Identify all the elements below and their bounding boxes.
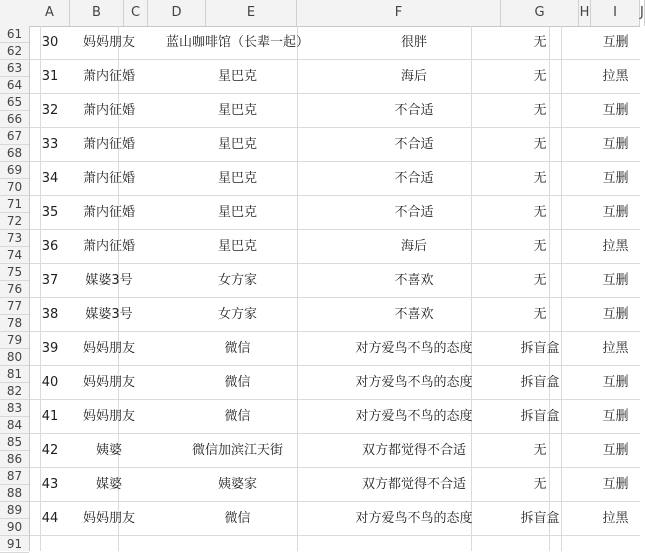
row-header[interactable]: 77	[0, 298, 29, 315]
cell-result[interactable]: 互删	[602, 409, 629, 424]
cell-reason[interactable]: 不合适	[394, 205, 434, 220]
cell-result[interactable]: 互删	[602, 171, 629, 186]
row-header[interactable]: 66	[0, 111, 29, 128]
cell-venue[interactable]: 蓝山咖啡馆（长辈一起）	[165, 35, 309, 50]
column-header-f[interactable]: F	[297, 0, 501, 26]
cell-reason[interactable]: 对方爱鸟不鸟的态度	[355, 341, 473, 356]
cell-reason[interactable]: 双方都觉得不合适	[361, 477, 466, 492]
table-row	[30, 162, 640, 196]
row-header[interactable]: 82	[0, 383, 29, 400]
cell-source[interactable]: 媒婆3号	[85, 273, 133, 288]
row-header[interactable]: 91	[0, 536, 29, 553]
cell-venue[interactable]: 星巴克	[217, 205, 257, 220]
cell-id[interactable]: 44	[41, 511, 59, 526]
cell-result[interactable]: 互删	[602, 307, 629, 322]
row-header[interactable]: 63	[0, 60, 29, 77]
row-header[interactable]: 69	[0, 162, 29, 179]
row-header[interactable]: 85	[0, 434, 29, 451]
row-header[interactable]: 61	[0, 26, 29, 43]
cell-id[interactable]: 40	[41, 375, 59, 390]
cell-venue[interactable]: 微信	[224, 341, 251, 356]
cell-venue[interactable]: 姨婆家	[217, 477, 257, 492]
table-row	[30, 60, 640, 94]
table-row	[30, 128, 640, 162]
row-header-column	[0, 26, 30, 551]
cell-result[interactable]: 拉黑	[602, 239, 629, 254]
table-row	[30, 434, 640, 468]
cell-extra[interactable]: 拆盲盒	[520, 375, 560, 390]
cell-reason[interactable]: 海后	[400, 239, 427, 254]
column-header-e[interactable]: E	[206, 0, 297, 26]
cell-extra[interactable]: 拆盲盒	[520, 341, 560, 356]
cell-source[interactable]: 妈妈朋友	[82, 409, 135, 424]
row-header[interactable]: 72	[0, 213, 29, 230]
row-header[interactable]: 65	[0, 94, 29, 111]
cell-result[interactable]: 拉黑	[602, 511, 629, 526]
cell-result[interactable]: 互删	[602, 205, 629, 220]
cell-reason[interactable]: 对方爱鸟不鸟的态度	[355, 375, 473, 390]
cell-id[interactable]: 43	[41, 477, 59, 492]
cell-result[interactable]: 互删	[602, 35, 629, 50]
row-header[interactable]: 84	[0, 417, 29, 434]
cell-extra[interactable]: 无	[533, 137, 547, 152]
row-header[interactable]: 87	[0, 468, 29, 485]
cell-source[interactable]: 媒婆	[95, 477, 122, 492]
table-row	[30, 264, 640, 298]
cell-venue[interactable]: 女方家	[217, 307, 257, 322]
cell-grid	[30, 26, 640, 551]
cell-source[interactable]: 妈妈朋友	[82, 511, 135, 526]
cell-reason[interactable]: 不喜欢	[394, 273, 434, 288]
cell-source[interactable]: 妈妈朋友	[82, 35, 135, 50]
cell-venue[interactable]: 微信	[224, 409, 251, 424]
cell-id[interactable]: 33	[41, 137, 59, 152]
row-header[interactable]: 74	[0, 247, 29, 264]
cell-extra[interactable]: 无	[533, 35, 547, 50]
cell-source[interactable]: 萧内征婚	[82, 205, 135, 220]
column-header-b[interactable]: B	[70, 0, 124, 26]
table-row	[30, 230, 640, 264]
cell-source[interactable]: 萧内征婚	[82, 171, 135, 186]
cell-id[interactable]: 38	[41, 307, 59, 322]
cell-id[interactable]: 36	[41, 239, 59, 254]
cell-venue[interactable]: 微信	[224, 375, 251, 390]
cell-id[interactable]: 35	[41, 205, 59, 220]
row-header[interactable]: 75	[0, 264, 29, 281]
cell-id[interactable]: 39	[41, 341, 59, 356]
cell-source[interactable]: 萧内征婚	[82, 103, 135, 118]
column-header-h[interactable]: H	[579, 0, 591, 26]
row-header[interactable]: 89	[0, 502, 29, 519]
cell-id[interactable]: 32	[41, 103, 59, 118]
cell-reason[interactable]: 对方爱鸟不鸟的态度	[355, 511, 473, 526]
row-header[interactable]: 80	[0, 349, 29, 366]
column-header-c[interactable]: C	[124, 0, 148, 26]
row-header[interactable]: 76	[0, 281, 29, 298]
cell-reason[interactable]: 很胖	[400, 35, 427, 50]
cell-source[interactable]: 媒婆3号	[85, 307, 133, 322]
row-header[interactable]: 81	[0, 366, 29, 383]
cell-id[interactable]: 31	[41, 69, 59, 84]
column-header-j[interactable]: J	[640, 0, 645, 26]
cell-extra[interactable]: 无	[533, 103, 547, 118]
cell-extra[interactable]: 无	[533, 239, 547, 254]
row-header[interactable]: 83	[0, 400, 29, 417]
table-row	[30, 196, 640, 230]
row-header[interactable]: 90	[0, 519, 29, 536]
cell-extra[interactable]: 无	[533, 171, 547, 186]
table-row	[30, 468, 640, 502]
cell-extra[interactable]: 无	[533, 443, 547, 458]
table-row	[30, 94, 640, 128]
cell-reason[interactable]: 海后	[400, 69, 427, 84]
cell-venue[interactable]: 星巴克	[217, 137, 257, 152]
cell-extra[interactable]: 无	[533, 273, 547, 288]
column-header-a[interactable]: A	[30, 0, 70, 26]
cell-id[interactable]: 42	[41, 443, 59, 458]
cell-id[interactable]: 34	[41, 171, 59, 186]
cell-source[interactable]: 姨婆	[95, 443, 122, 458]
table-row	[30, 298, 640, 332]
row-header[interactable]: 71	[0, 196, 29, 213]
row-header[interactable]: 68	[0, 145, 29, 162]
column-header-i[interactable]: I	[591, 0, 640, 26]
cell-extra[interactable]: 无	[533, 307, 547, 322]
cell-venue[interactable]: 微信	[224, 511, 251, 526]
column-header-g[interactable]: G	[501, 0, 579, 26]
cell-extra[interactable]: 无	[533, 69, 547, 84]
cell-id[interactable]: 37	[41, 273, 59, 288]
cell-result[interactable]: 互删	[602, 103, 629, 118]
cell-venue[interactable]: 女方家	[217, 273, 257, 288]
table-row	[30, 502, 640, 536]
cell-source[interactable]: 萧内征婚	[82, 69, 135, 84]
cell-reason[interactable]: 不合适	[394, 171, 434, 186]
row-header[interactable]: 70	[0, 179, 29, 196]
cell-result[interactable]: 拉黑	[602, 341, 629, 356]
table-row	[30, 332, 640, 366]
cell-result[interactable]: 互删	[602, 443, 629, 458]
column-header-d[interactable]: D	[148, 0, 206, 26]
cell-reason[interactable]: 不合适	[394, 103, 434, 118]
table-row	[30, 366, 640, 400]
cell-reason[interactable]: 对方爱鸟不鸟的态度	[355, 409, 473, 424]
cell-source[interactable]: 妈妈朋友	[82, 375, 135, 390]
row-header[interactable]: 78	[0, 315, 29, 332]
cell-venue[interactable]: 微信加滨江天街	[191, 443, 283, 458]
cell-id[interactable]: 30	[41, 35, 59, 50]
cell-source[interactable]: 萧内征婚	[82, 137, 135, 152]
row-header[interactable]: 79	[0, 332, 29, 349]
cell-extra[interactable]: 无	[533, 205, 547, 220]
cell-result[interactable]: 互删	[602, 477, 629, 492]
row-header[interactable]: 88	[0, 485, 29, 502]
cell-result[interactable]: 互删	[602, 137, 629, 152]
row-header[interactable]: 73	[0, 230, 29, 247]
cell-venue[interactable]: 星巴克	[217, 239, 257, 254]
cell-venue[interactable]: 星巴克	[217, 69, 257, 84]
cell-result[interactable]: 互删	[602, 375, 629, 390]
cell-extra[interactable]: 无	[533, 477, 547, 492]
cell-extra[interactable]: 拆盲盒	[520, 511, 560, 526]
column-header-row	[0, 0, 644, 27]
cell-result[interactable]: 互删	[602, 273, 629, 288]
row-header[interactable]: 67	[0, 128, 29, 145]
row-header[interactable]: 62	[0, 43, 29, 60]
cell-venue[interactable]: 星巴克	[217, 103, 257, 118]
table-row	[30, 400, 640, 434]
row-header[interactable]: 86	[0, 451, 29, 468]
cell-reason[interactable]: 不合适	[394, 137, 434, 152]
cell-source[interactable]: 萧内征婚	[82, 239, 135, 254]
table-row	[30, 26, 640, 60]
cell-id[interactable]: 41	[41, 409, 59, 424]
cell-extra[interactable]: 拆盲盒	[520, 409, 560, 424]
cell-source[interactable]: 妈妈朋友	[82, 341, 135, 356]
cell-reason[interactable]: 不喜欢	[394, 307, 434, 322]
row-header[interactable]: 64	[0, 77, 29, 94]
cell-venue[interactable]: 星巴克	[217, 171, 257, 186]
cell-reason[interactable]: 双方都觉得不合适	[361, 443, 466, 458]
cell-result[interactable]: 拉黑	[602, 69, 629, 84]
